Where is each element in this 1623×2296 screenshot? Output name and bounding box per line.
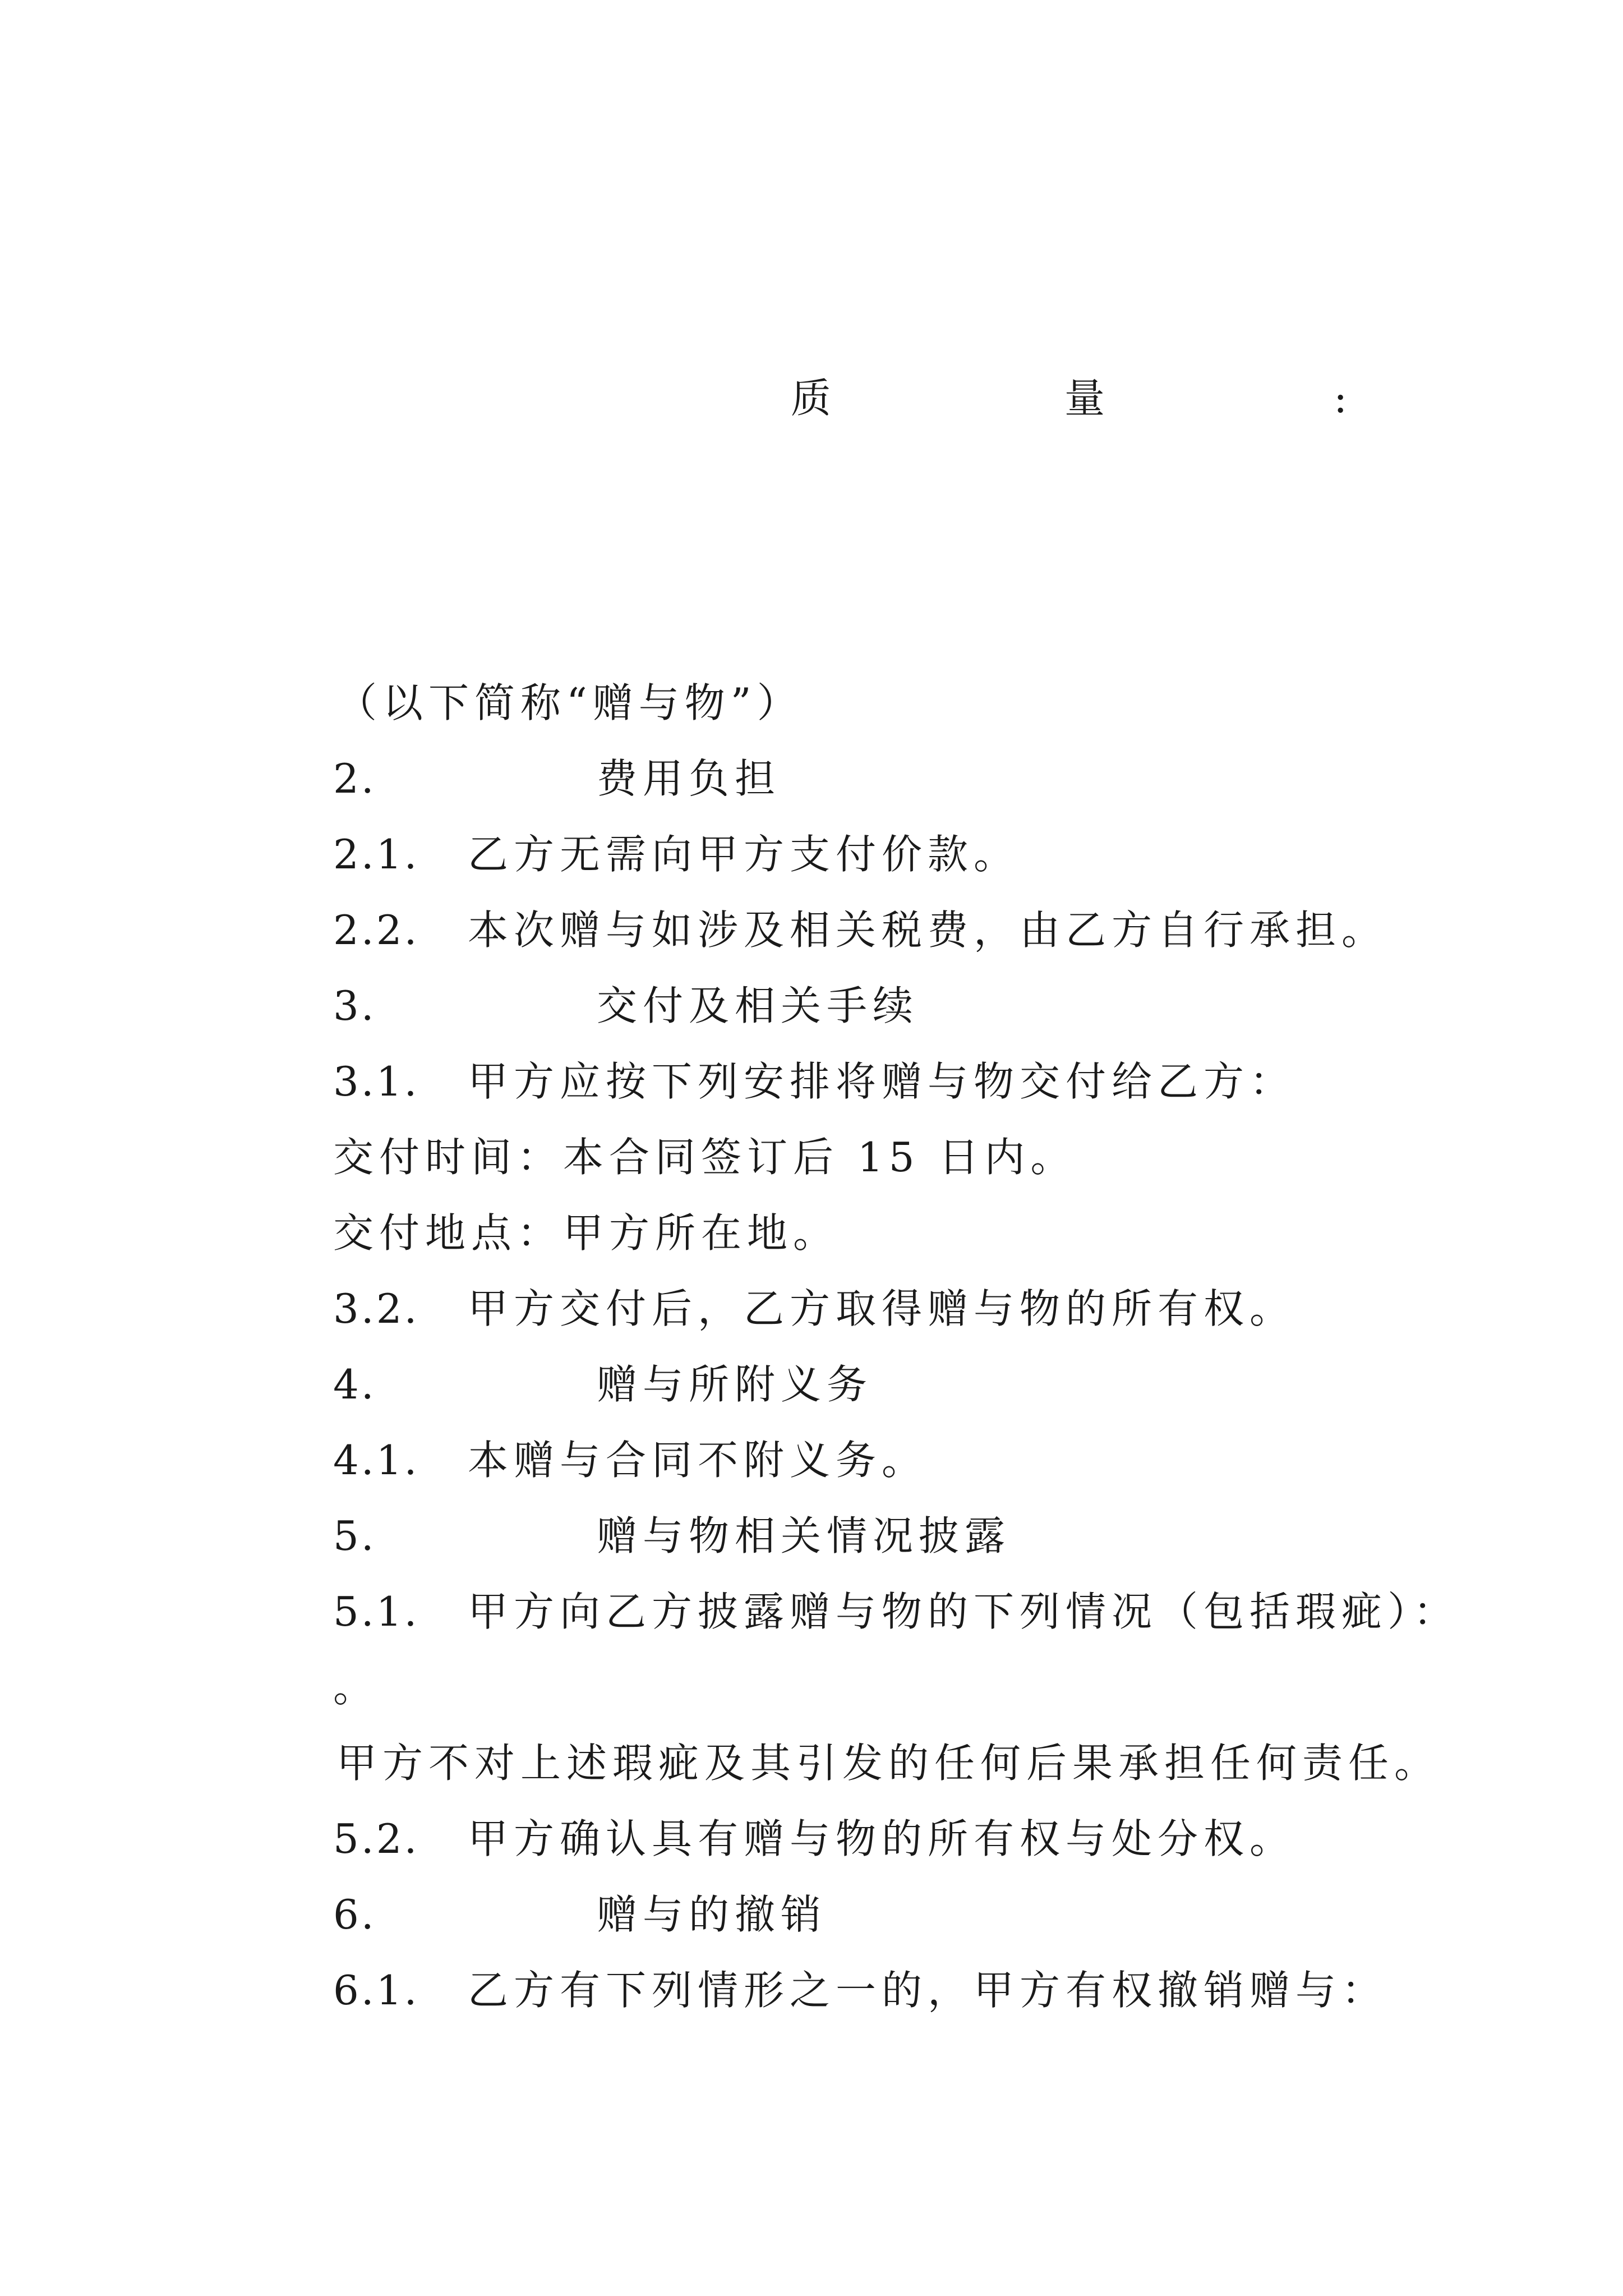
clause-text: 乙方有下列情形之一的，甲方有权撤销赠与：: [468, 1967, 1388, 2014]
clause-number: 2.2.: [333, 907, 419, 954]
line-text: 交付时间：本合同签订后 15 日内。: [333, 1134, 1077, 1181]
section-title: 交付及相关手续: [597, 982, 919, 1029]
clause-number: 3.1.: [333, 1058, 419, 1105]
clause-text: 本次赠与如涉及相关税费，由乙方自行承担。: [468, 907, 1388, 954]
section-title: 赠与所附义务: [597, 1361, 873, 1408]
line-text: （以下简称“赠与物”）: [336, 679, 803, 726]
section-title: 费用负担: [597, 755, 781, 802]
title-char-quality: 质: [791, 375, 832, 422]
clause-text: 甲方交付后，乙方取得赠与物的所有权。: [468, 1285, 1296, 1332]
clause-number: 3.2.: [333, 1285, 419, 1332]
title-colon: :: [1334, 375, 1348, 422]
clause-number: 5.1.: [333, 1588, 419, 1635]
blank-disclosure-line: [333, 1660, 379, 1714]
section-heading-2: [333, 752, 781, 806]
section-number: 4.: [333, 1361, 376, 1408]
clause-5-1: [333, 1585, 1459, 1639]
clause-3-2: [333, 1282, 1295, 1336]
section-heading-3: [333, 979, 919, 1033]
clause-2-2: [333, 903, 1387, 957]
clause-text: 甲方向乙方披露赠与物的下列情况（包括瑕疵）：: [468, 1588, 1460, 1635]
gift-definition-line: [336, 676, 803, 730]
section-title: 赠与物相关情况披露: [597, 1512, 1011, 1559]
clause-text: 甲方应按下列安排将赠与物交付给乙方：: [468, 1058, 1296, 1105]
section-number: 5.: [333, 1512, 376, 1559]
clause-number: 2.1.: [333, 831, 419, 878]
title-char-quantity: 量: [1064, 375, 1105, 422]
clause-number: 5.2.: [333, 1815, 419, 1862]
delivery-place-line: [333, 1206, 839, 1260]
section-number: 2.: [333, 755, 376, 802]
line-text: 交付地点：甲方所在地。: [333, 1209, 840, 1257]
clause-text: 乙方无需向甲方支付价款。: [468, 831, 1020, 878]
clause-number: 4.1.: [333, 1437, 419, 1484]
section-number: 3.: [333, 982, 376, 1029]
clause-2-1: [333, 827, 1020, 881]
clause-5-2: [333, 1812, 1295, 1866]
section-number: 6.: [333, 1891, 376, 1938]
section-heading-5: [333, 1509, 1011, 1563]
disclaimer-line: [336, 1736, 1440, 1790]
delivery-time-line: [333, 1130, 1076, 1184]
clause-text: 本赠与合同不附义务。: [468, 1437, 928, 1484]
clause-text: 甲方确认具有赠与物的所有权与处分权。: [468, 1815, 1296, 1862]
line-text: 甲方不对上述瑕疵及其引发的任何后果承担任何责任。: [336, 1740, 1441, 1787]
clause-6-1: [333, 1963, 1387, 2017]
clause-number: 6.1.: [333, 1967, 419, 2014]
section-title: 赠与的撤销: [597, 1891, 827, 1938]
clause-3-1: [333, 1055, 1295, 1108]
clause-4-1: [333, 1433, 928, 1487]
section-heading-4: [333, 1358, 873, 1411]
line-text: 。: [333, 1664, 380, 1711]
section-heading-6: [333, 1888, 827, 1941]
